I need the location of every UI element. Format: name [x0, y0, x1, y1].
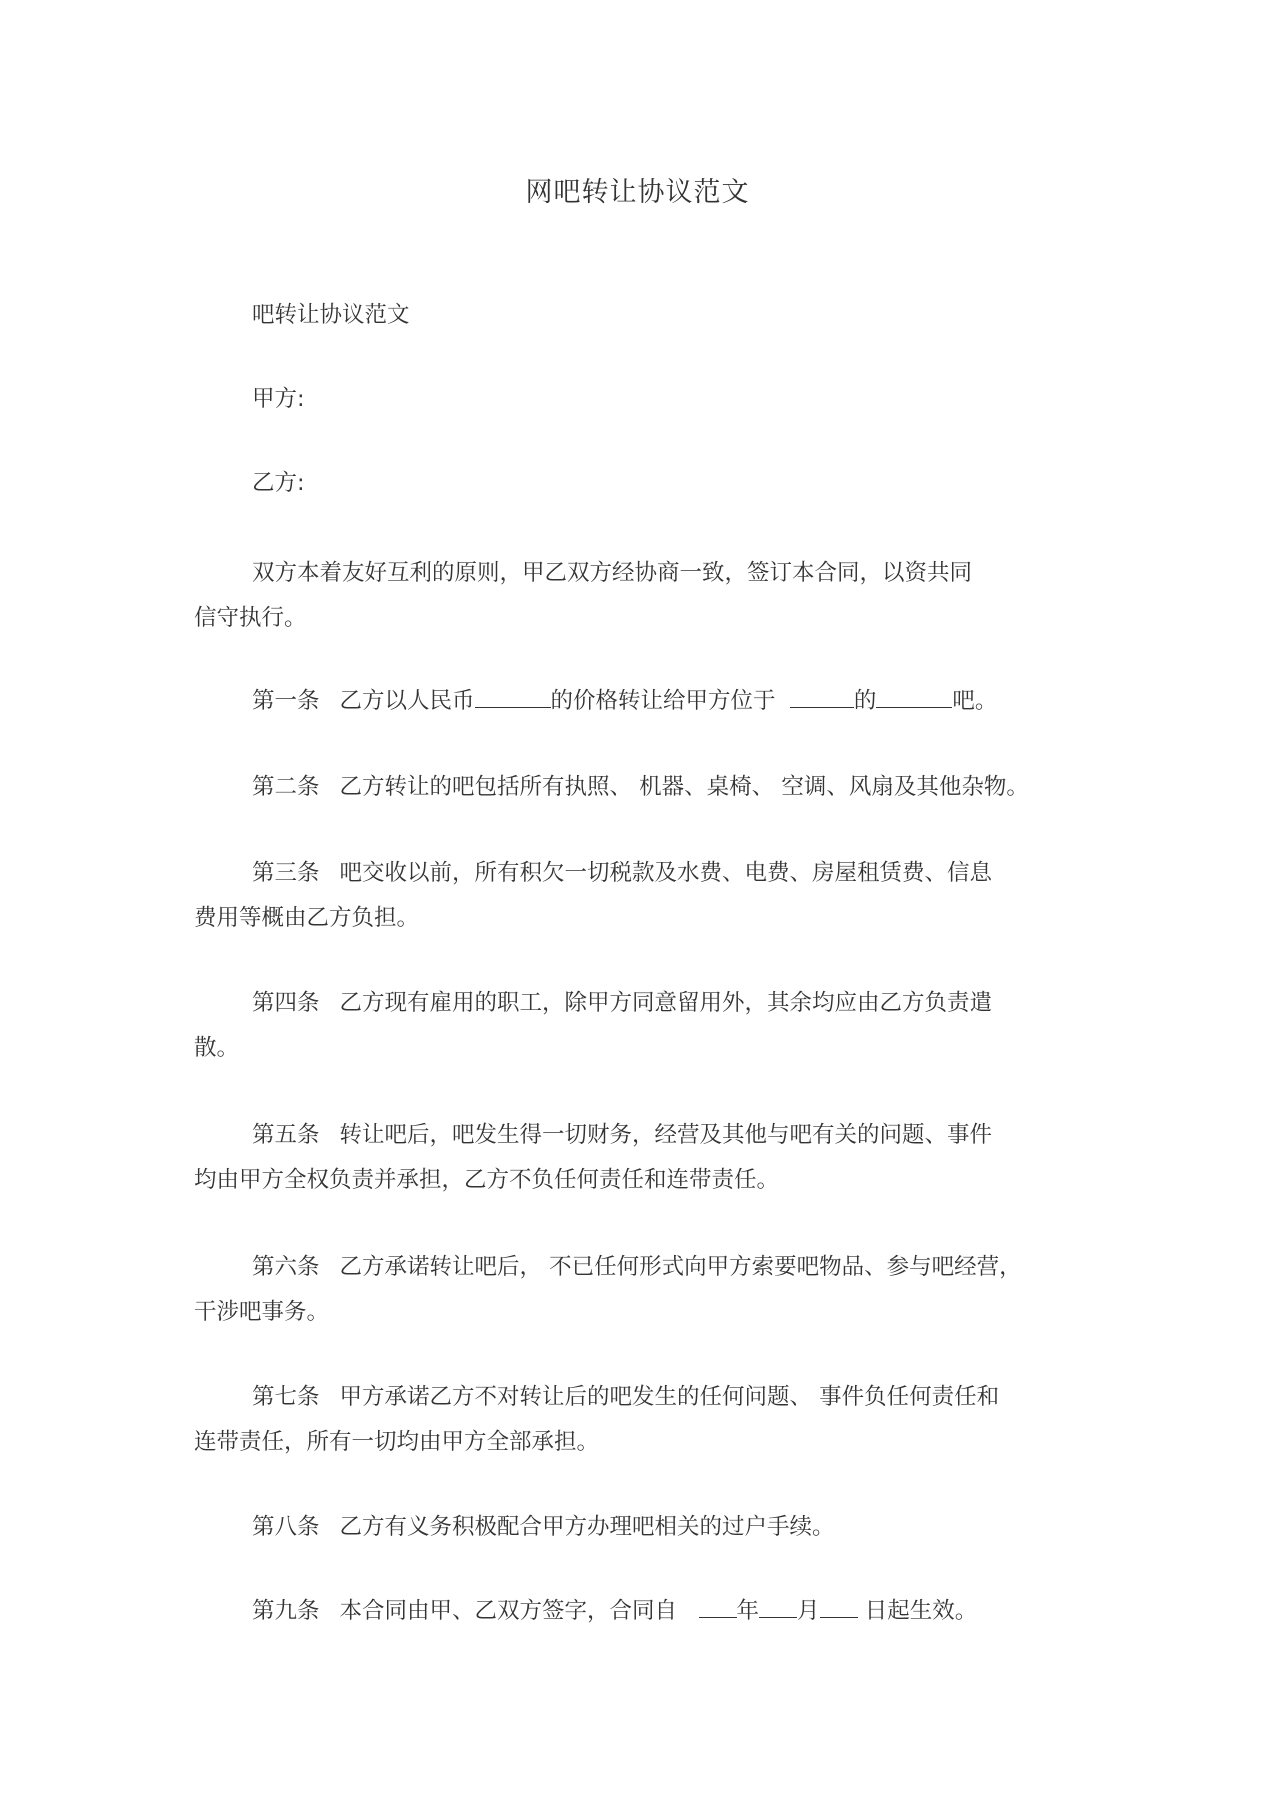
article-2: 第二条 乙方转让的吧包括所有执照、 机器、桌椅、 空调、风扇及其他杂物。 [252, 774, 1029, 800]
article-5: 第五条 转让吧后，吧发生得一切财务，经营及其他与吧有关的问题、事件 均由甲方全权负责并承担，乙方不负任何责任和连带责任。 [194, 1122, 993, 1193]
location-blank [790, 685, 854, 708]
article-3: 第三条 吧交收以前，所有积欠一切税款及水费、电费、房屋租赁费、信息 费用等概由乙方负担。 [194, 860, 993, 931]
article-label: 第五条 [252, 1122, 320, 1148]
article-4: 第四条 乙方现有雇用的职工，除甲方同意留用外，其余均应由乙方负责遣 散。 [194, 990, 993, 1061]
article-7: 第七条 甲方承诺乙方不对转让后的吧发生的任何问题、 事件负任何责任和 连带责任，所有一切均由甲方全部承担。 [194, 1384, 1000, 1455]
article-label: 第六条 [252, 1254, 320, 1280]
party-a-field: 甲方: [252, 386, 305, 412]
article-label: 第三条 [252, 860, 320, 886]
article-label: 第七条 [252, 1384, 320, 1410]
article-label: 第一条 [252, 688, 320, 714]
document-title: 网吧转让协议范文 [525, 177, 750, 208]
month-blank [759, 1595, 797, 1618]
article-8: 第八条 乙方有义务积极配合甲方办理吧相关的过户手续。 [252, 1514, 835, 1540]
article-label: 第九条 [252, 1598, 320, 1624]
name-blank [876, 685, 952, 708]
article-6: 第六条 乙方承诺转让吧后， 不已任何形式向甲方索要吧物品、参与吧经营， 干涉吧事务。 [194, 1254, 1022, 1325]
intro-paragraph: 双方本着友好互利的原则，甲乙双方经协商一致，签订本合同，以资共同 信守执行。 [194, 560, 973, 631]
article-label: 第二条 [252, 774, 320, 800]
article-label: 第四条 [252, 990, 320, 1016]
document-subtitle: 吧转让协议范文 [252, 302, 410, 328]
price-blank [475, 685, 551, 708]
article-9: 第九条 本合同由甲、乙双方签字，合同自 年 月 日起生效。 [194, 1589, 1152, 1634]
article-label: 第八条 [252, 1514, 320, 1540]
day-blank [820, 1595, 858, 1618]
article-1: 第一条 乙方以人民币 的价格转让给甲方位于 的 吧。 [194, 679, 1152, 724]
year-blank [699, 1595, 737, 1618]
party-b-field: 乙方: [252, 470, 305, 496]
